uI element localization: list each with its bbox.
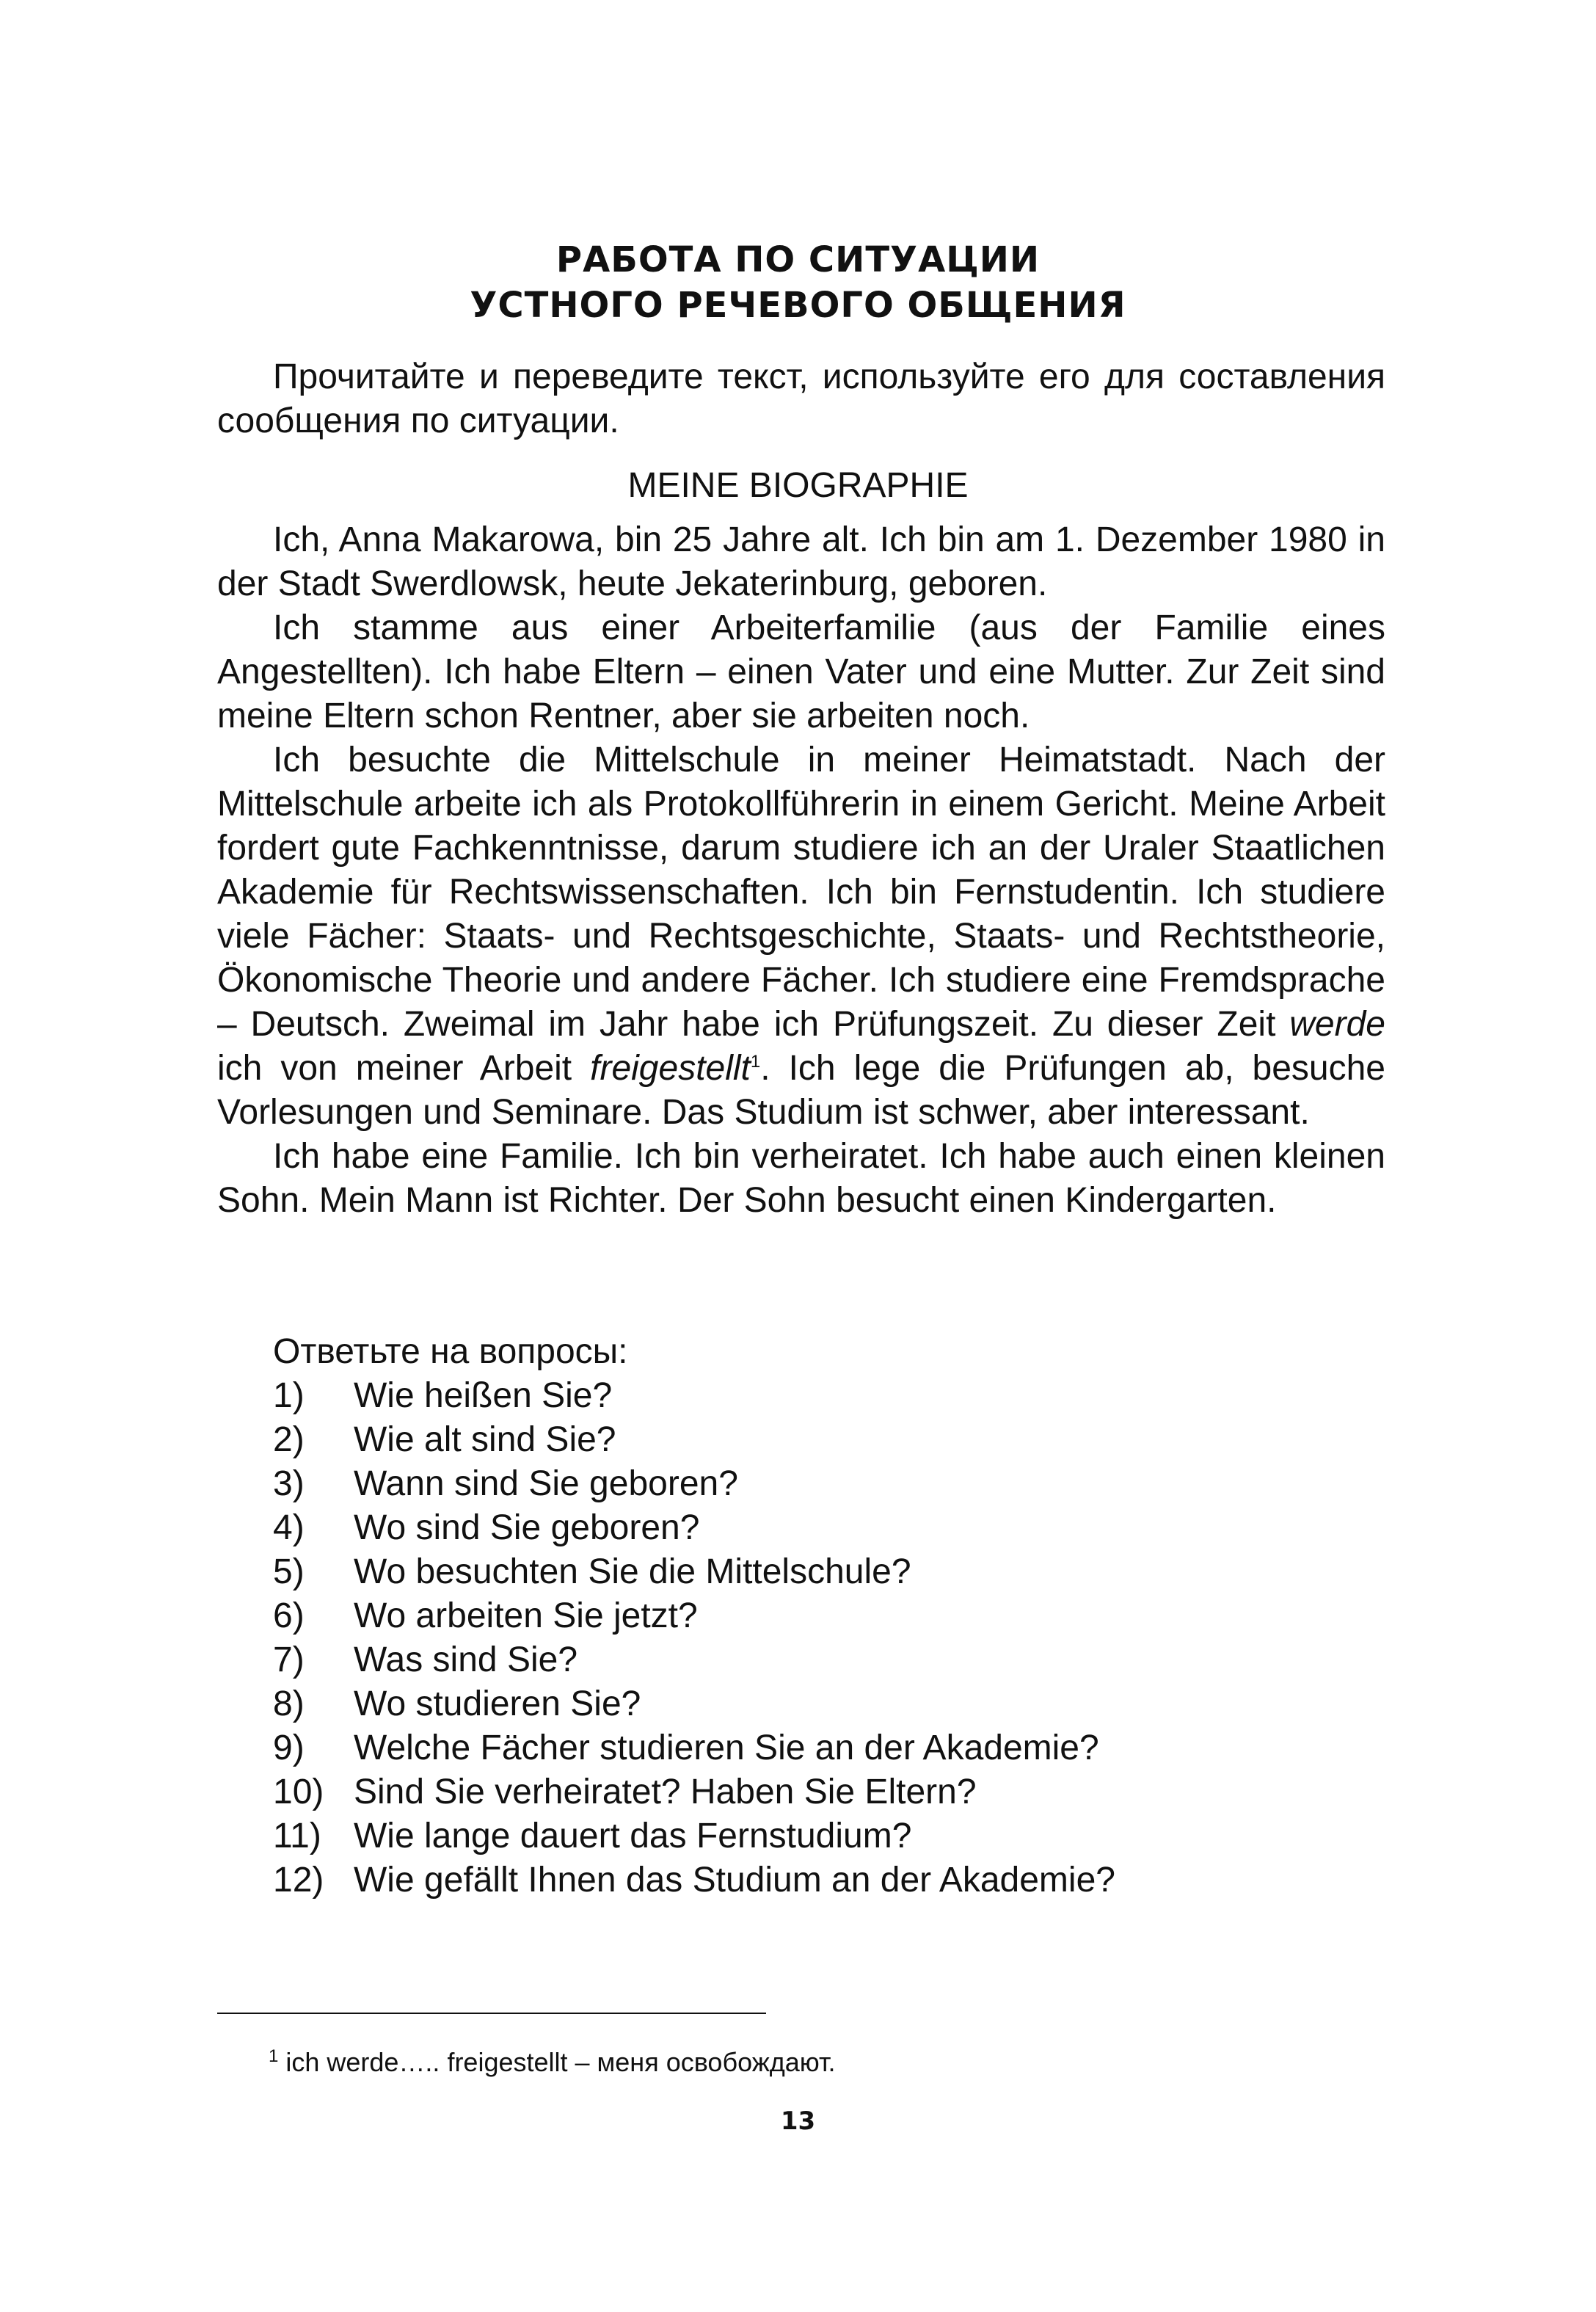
italic-word-freigestellt: freigestellt	[590, 1049, 751, 1088]
paragraph-4: Ich habe eine Familie. Ich bin verheiratet. Ich habe auch einen kleinen Sohn. Mein Mann ist Richter. Der Sohn besucht einen Kindergarten.	[217, 1137, 1385, 1220]
questions-list	[273, 1374, 1374, 1902]
question-item	[273, 1726, 1374, 1770]
text-title: MEINE BIOGRAPHIE	[627, 466, 969, 505]
question-number: 8)	[273, 1684, 305, 1723]
italic-word-werde: werde	[1289, 1005, 1385, 1044]
question-number: 3)	[273, 1464, 305, 1503]
question-item	[273, 1858, 1374, 1902]
question-item	[273, 1462, 1374, 1506]
footnote-marker: 1	[269, 2046, 279, 2066]
question-number: 10)	[273, 1773, 324, 1811]
question-item	[273, 1506, 1374, 1550]
question-text: Welche Fächer studieren Sie an der Akademie?	[354, 1728, 1099, 1767]
question-item	[273, 1814, 1374, 1858]
question-number: 9)	[273, 1728, 305, 1767]
question-item	[273, 1594, 1374, 1638]
question-text: Wo besuchten Sie die Mittelschule?	[354, 1552, 911, 1591]
question-item	[273, 1374, 1374, 1418]
paragraph-3-part-3: . Ich lege die Prüfungen ab, besuche Vorlesungen und Seminare. Das Studium ist schwer, aber interessant.	[217, 1049, 1385, 1132]
question-number: 5)	[273, 1552, 305, 1591]
instruction-paragraph: Прочитайте и переведите текст, используйте его для составления сообщения по ситуации.	[217, 357, 1385, 440]
question-text: Wann sind Sie geboren?	[354, 1464, 738, 1503]
question-item	[273, 1682, 1374, 1726]
footnote	[269, 2046, 836, 2079]
question-number: 6)	[273, 1596, 305, 1635]
question-item	[273, 1418, 1374, 1462]
footnote-divider	[217, 2013, 766, 2014]
question-text: Wie alt sind Sie?	[354, 1420, 616, 1459]
questions-intro: Ответьте на вопросы:	[273, 1332, 628, 1371]
question-text: Wie heißen Sie?	[354, 1376, 613, 1415]
question-number: 4)	[273, 1508, 305, 1547]
section-heading-line-1: РАБОТА ПО СИТУАЦИИ	[555, 239, 1041, 280]
question-number: 11)	[273, 1817, 321, 1855]
paragraph-2: Ich stamme aus einer Arbeiterfamilie (aus der Familie eines Angestellten). Ich habe Eltern – einen Vater und eine Mutter. Zur Zeit sind meine Eltern schon Rentner, aber sie arbeiten noch.	[217, 608, 1385, 735]
footnote-reference: 1	[750, 1052, 761, 1072]
paragraph-3-part-1: Ich besuchte die Mittelschule in meiner Heimatstadt. Nach der Mittelschule arbeite ich als Protokollführerin in einem Gericht. Meine Arbeit fordert gute Fachkenntnisse, darum studiere ich an der Uraler Staatlichen Akademie für Rechtswissenschaften. Ich bin Fernstudentin. Ich studiere viele Fächer: Staats- und Rechtsgeschichte, Staats- und Rechtstheorie, Ökonomische Theorie und andere Fächer. Ich studiere eine Fremdsprache – Deutsch. Zweimal im Jahr habe ich Prüfungszeit. Zu dieser Zeit	[217, 741, 1385, 1044]
instruction-text	[217, 355, 1385, 443]
question-text: Wie lange dauert das Fernstudium?	[354, 1817, 912, 1855]
question-text: Wo studieren Sie?	[354, 1684, 641, 1723]
question-number: 1)	[273, 1376, 305, 1415]
footnote-text: ich werde….. freigestellt – меня освобождают.	[278, 2047, 836, 2077]
page-number: 13	[780, 2106, 816, 2136]
question-text: Wo arbeiten Sie jetzt?	[354, 1596, 698, 1635]
question-text: Was sind Sie?	[354, 1640, 578, 1679]
question-text: Wie gefällt Ihnen das Studium an der Akademie?	[354, 1861, 1115, 1900]
paragraph-3	[217, 738, 1385, 1135]
biography-text	[217, 518, 1385, 1223]
paragraph-1: Ich, Anna Makarowa, bin 25 Jahre alt. Ich bin am 1. Dezember 1980 in der Stadt Swerdlowsk, heute Jekaterinburg, geboren.	[217, 520, 1385, 603]
question-item	[273, 1550, 1374, 1594]
question-number: 7)	[273, 1640, 305, 1679]
paragraph-3-part-2: ich von meiner Arbeit	[217, 1049, 591, 1088]
question-text: Wo sind Sie geboren?	[354, 1508, 700, 1547]
question-number: 12)	[273, 1861, 324, 1900]
question-number: 2)	[273, 1420, 305, 1459]
question-text: Sind Sie verheiratet? Haben Sie Eltern?	[354, 1773, 977, 1811]
question-item	[273, 1638, 1374, 1682]
section-heading-line-2: УСТНОГО РЕЧЕВОГО ОБЩЕНИЯ	[470, 285, 1126, 326]
question-item	[273, 1770, 1374, 1814]
